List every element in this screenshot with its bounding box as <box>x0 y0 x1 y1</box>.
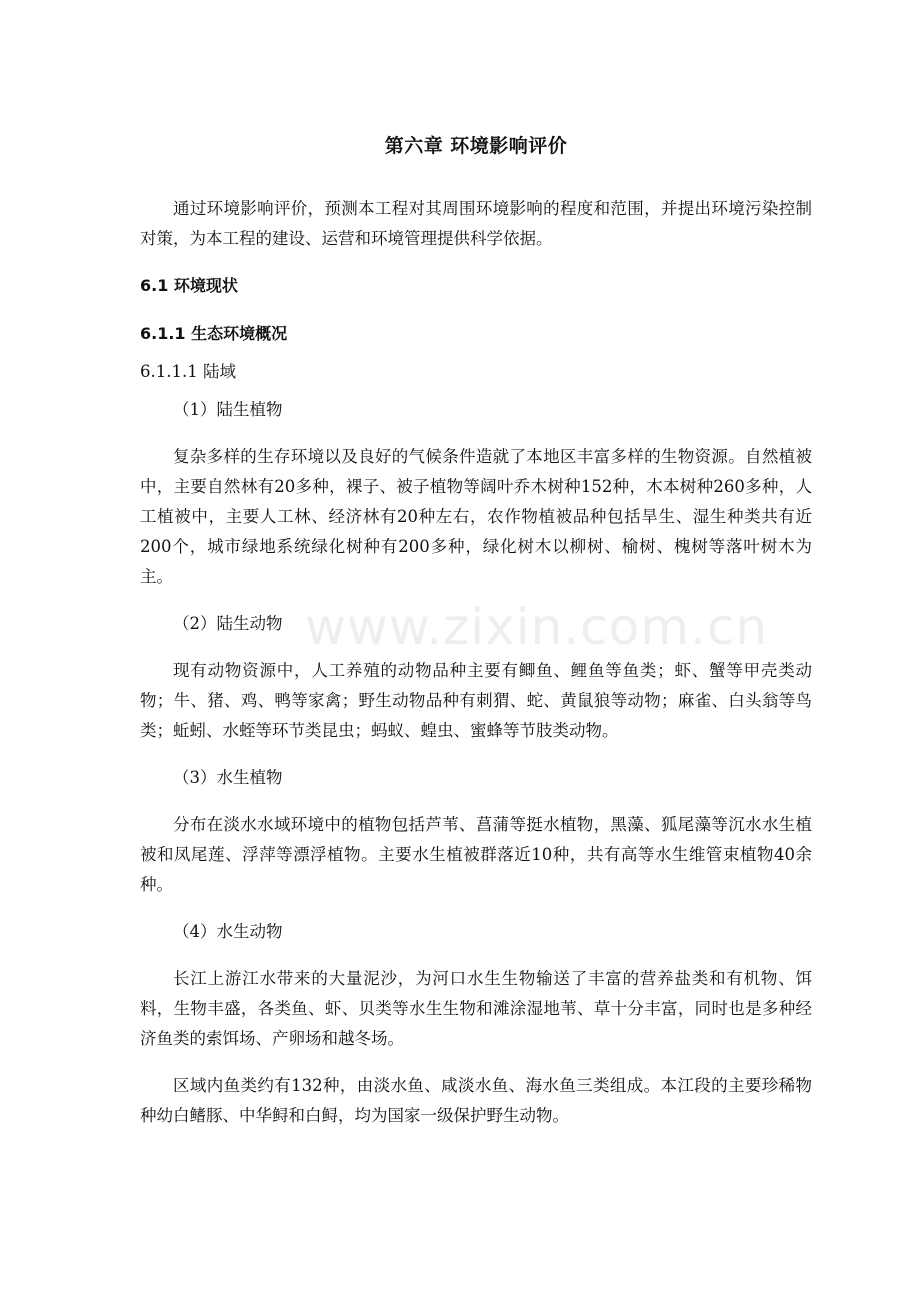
document-content <box>140 128 812 1131</box>
watermark-text: www.zixin.com.cn <box>305 598 769 656</box>
chapter-title: 第六章 环境影响评价 <box>384 135 568 157</box>
intro-paragraph: 通过环境影响评价，预测本工程对其周围环境影响的程度和范围，并提出环境污染控制对策，为本工程的建设、运营和环境管理提供科学依据。 <box>140 199 812 248</box>
section-heading-6-1-1: 6.1.1 生态环境概况 <box>140 324 288 343</box>
paragraph-land-animals: 现有动物资源中，人工养殖的动物品种主要有鲫鱼、鲤鱼等鱼类；虾、蟹等甲壳类动物；牛、猪、鸡、鸭等家禽；野生动物品种有刺猬、蛇、黄鼠狼等动物；麻雀、白头翁等鸟类；蚯蚓、水蛭等环节类昆虫；蚂蚁、蝗虫、蜜蜂等节肢类动物。 <box>140 661 812 740</box>
section-heading-6-1: 6.1 环境现状 <box>140 276 238 295</box>
item-heading-land-plants: （1）陆生植物 <box>173 400 283 419</box>
item-heading-aquatic-plants: （3）水生植物 <box>173 768 283 787</box>
item-heading-land-animals: （2）陆生动物 <box>173 614 283 633</box>
section-heading-6-1-1-1: 6.1.1.1 陆域 <box>140 362 236 381</box>
item-heading-aquatic-animals: （4）水生动物 <box>173 922 283 941</box>
paragraph-aquatic-plants: 分布在淡水水域环境中的植物包括芦苇、菖蒲等挺水植物，黑藻、狐尾藻等沉水水生植被和凤尾莲、浮萍等漂浮植物。主要水生植被群落近10种，共有高等水生维管束植物40余种。 <box>140 815 812 894</box>
paragraph-aquatic-animals: 长江上游江水带来的大量泥沙，为河口水生生物输送了丰富的营养盐类和有机物、饵料，生物丰盛，各类鱼、虾、贝类等水生生物和滩涂湿地苇、草十分丰富，同时也是多种经济鱼类的索饵场、产卵场和越冬场。 <box>140 969 812 1048</box>
paragraph-fish-species: 区域内鱼类约有132种，由淡水鱼、咸淡水鱼、海水鱼三类组成。本江段的主要珍稀物种幼白鳍豚、中华鲟和白鲟，均为国家一级保护野生动物。 <box>140 1076 812 1125</box>
paragraph-land-plants: 复杂多样的生存环境以及良好的气候条件造就了本地区丰富多样的生物资源。自然植被中，主要自然林有20多种，裸子、被子植物等阔叶乔木树种152种，木本树种260多种，人工植被中，主要人工林、经济林有20种左右，农作物植被品种包括旱生、湿生种类共有近200个，城市绿地系统绿化树种有200多种，绿化树木以柳树、榆树、槐树等落叶树木为主。 <box>140 447 812 586</box>
